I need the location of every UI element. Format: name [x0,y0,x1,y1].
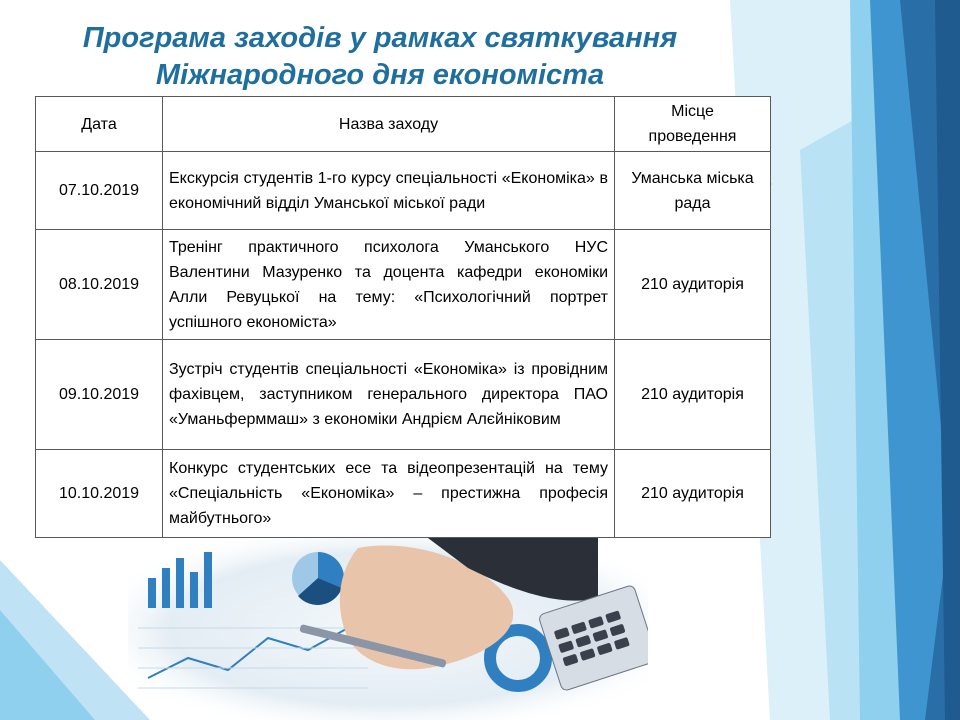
row-date: 07.10.2019 [36,152,163,230]
row-place: 210 аудиторія [615,450,771,538]
row-place: 210 аудиторія [615,230,771,340]
table-row [36,340,771,450]
row-event-name: Екскурсія студентів 1-го курсу спеціальності «Економіка» в економічний відділ Уманської міської ради [163,152,615,230]
row-event-name: Зустріч студентів спеціальності «Економіка» із провідним фахівцем, заступником генерального директора ПАО «Уманьферммаш» з економіки Андрієм Алєйніковим [163,340,615,450]
row-place: Уманська міська рада [615,152,771,230]
row-event-name: Конкурс студентських есе та відеопрезентацій на тему «Спеціальність «Економіка» – престижна професія майбутнього» [163,450,615,538]
table-header-row [36,97,771,152]
header-date: Дата [36,97,163,152]
row-date: 08.10.2019 [36,230,163,340]
row-date: 09.10.2019 [36,340,163,450]
table-row [36,230,771,340]
row-place: 210 аудиторія [615,340,771,450]
header-place-line-2: проведення [648,128,737,145]
header-place-line-1: Місце [671,103,714,120]
slide-title-line-1: Програма заходів у рамках святкування [82,22,678,54]
economics-photo [128,538,648,720]
header-place [615,97,771,152]
table-row [36,152,771,230]
slide-title-line-2: Міжнародного дня економіста [155,59,605,91]
events-table [35,96,771,538]
row-event-name: Тренінг практичного психолога Уманського НУС Валентини Мазуренко та доцента кафедри економіки Алли Ревуцької на тему: «Психологічний портрет успішного економіста» [163,230,615,340]
table-row [36,450,771,538]
row-date: 10.10.2019 [36,450,163,538]
slide-title [30,20,730,94]
header-event-name: Назва заходу [163,97,615,152]
